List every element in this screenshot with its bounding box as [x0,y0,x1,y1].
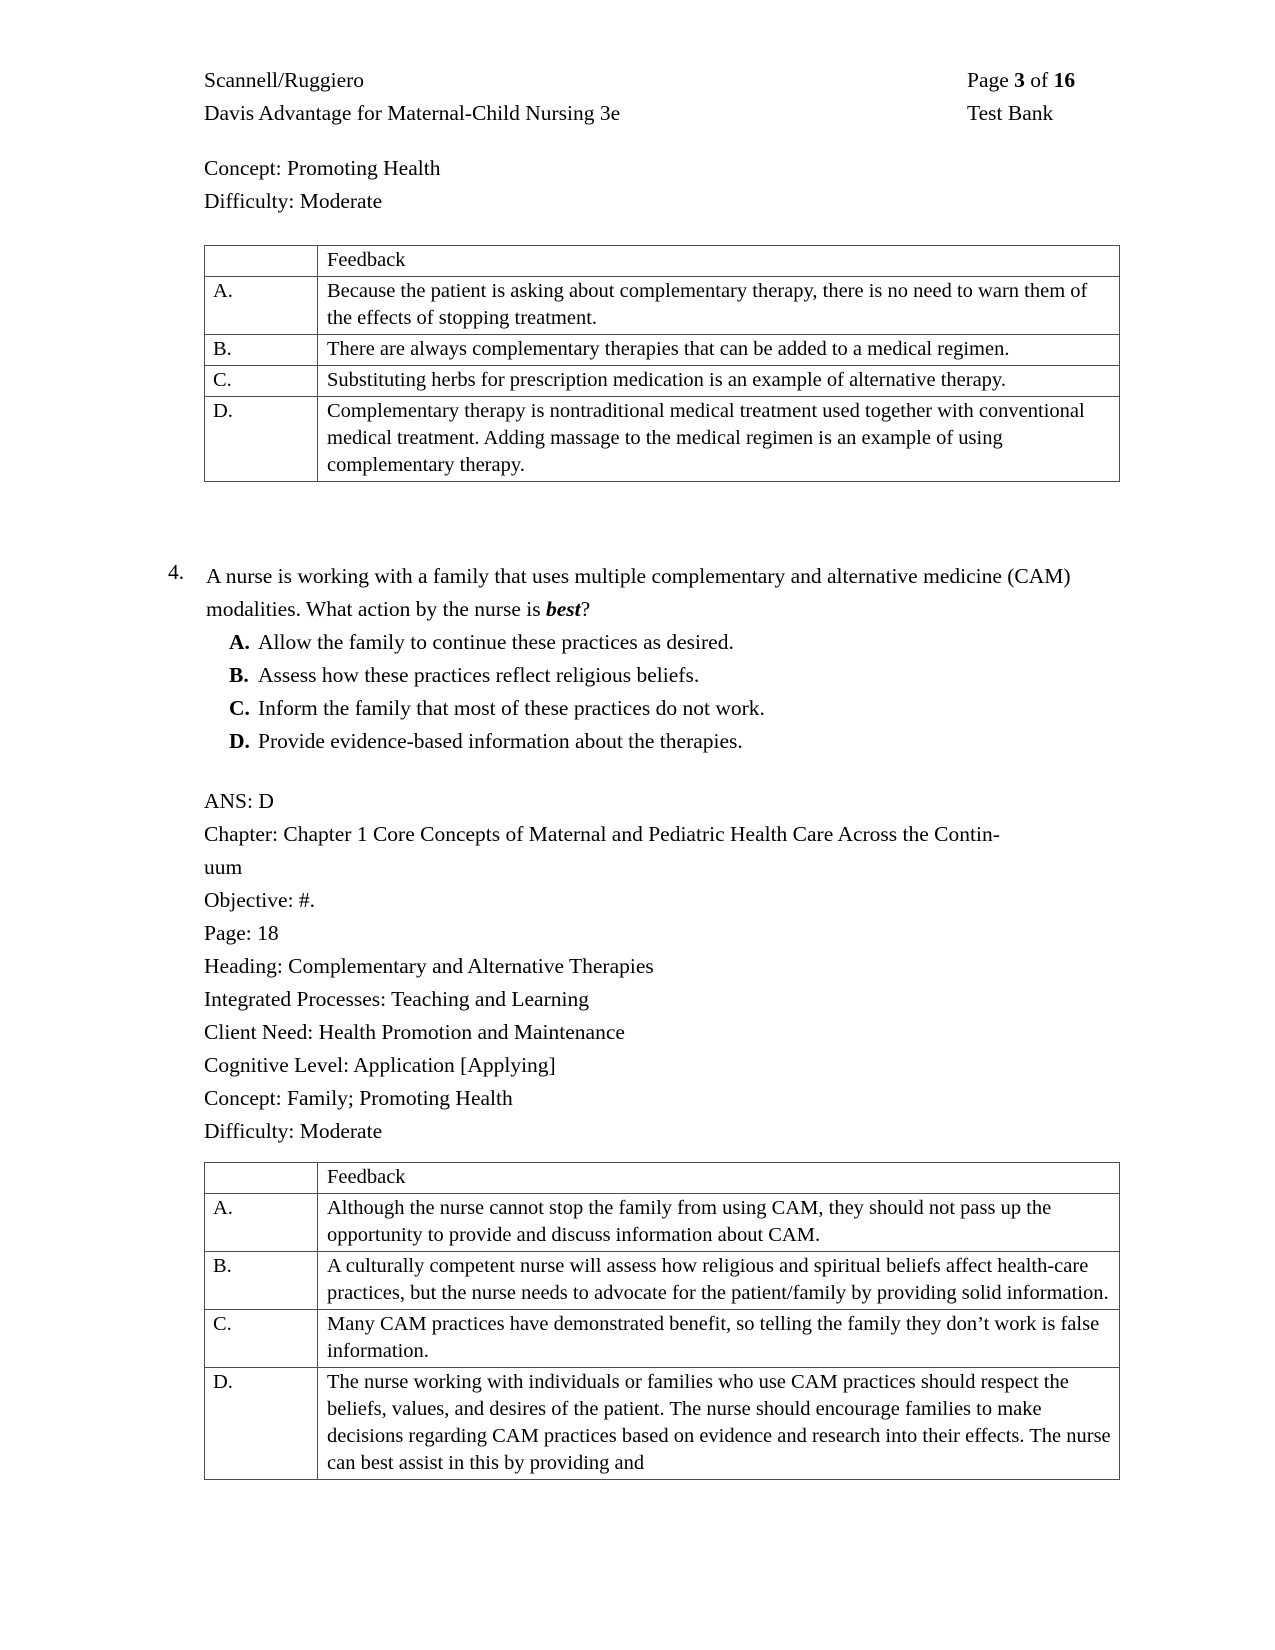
question-options [229,626,1122,758]
feedback-text-cell: Because the patient is asking about complementary therapy, there is no need to warn them of the effects of stopping treatment. [318,277,1120,335]
concept-line: Concept: Promoting Health [204,156,441,180]
feedback-row [205,397,1120,482]
option-letter: D. [229,729,250,753]
feedback-header-row [205,246,1120,277]
option-letter: B. [229,663,249,687]
feedback-letter-cell: B. [205,335,318,366]
option-c [229,692,1122,725]
feedback-row [205,1252,1120,1310]
feedback-text-cell: Many CAM practices have demonstrated benefit, so telling the family they don’t work is false information. [318,1310,1120,1368]
feedback-header-cell: Feedback [318,246,1120,277]
page-of-label: of [1024,68,1054,92]
page-header [204,64,1122,130]
question-stem-text: A nurse is working with a family that uses multiple complementary and alternative medicine (CAM) modalities. What action by the nurse is [206,564,1071,621]
header-doc-type: Test Bank [967,101,1054,125]
objective-line: Objective: #. [204,888,316,912]
cognitive-level-line: Cognitive Level: Application [Applying] [204,1053,556,1077]
feedback-row [205,1368,1120,1480]
feedback-header-letter-cell [205,1163,318,1194]
option-text: Provide evidence-based information about the therapies. [258,729,743,753]
feedback-row [205,335,1120,366]
page-label: Page [967,68,1015,92]
header-right [967,64,1122,130]
feedback-letter-cell: D. [205,397,318,482]
feedback-letter-cell: C. [205,1310,318,1368]
difficulty-line: Difficulty: Moderate [204,189,383,213]
question3-meta [204,152,1122,218]
feedback-text-cell: Complementary therapy is nontraditional medical treatment used together with conventional medical treatment. Adding massage to the medical regimen is an example of using complementary therapy. [318,397,1120,482]
feedback-table-1 [204,245,1120,482]
header-book-title: Davis Advantage for Maternal-Child Nursing 3e [204,101,621,125]
integrated-processes-line: Integrated Processes: Teaching and Learning [204,987,589,1011]
feedback-letter-cell: C. [205,366,318,397]
concept-line: Concept: Family; Promoting Health [204,1086,513,1110]
question-stem-emphasis: best [545,597,581,621]
question-4 [168,560,1122,758]
option-text: Assess how these practices reflect religious beliefs. [258,663,700,687]
option-d [229,725,1122,758]
option-text: Inform the family that most of these practices do not work. [258,696,765,720]
page-number: 3 [1014,68,1025,92]
option-letter: C. [229,696,250,720]
feedback-text-cell: A culturally competent nurse will assess how religious and spiritual beliefs affect health-care practices, but the nurse needs to advocate for the patient/family by providing solid information. [318,1252,1120,1310]
question-stem-suffix: ? [580,597,591,621]
feedback-row [205,277,1120,335]
feedback-letter-cell: D. [205,1368,318,1480]
header-page-indicator [967,64,1122,97]
page-ref-line: Page: 18 [204,921,279,945]
feedback-text-cell: There are always complementary therapies that can be added to a medical regimen. [318,335,1120,366]
header-left [204,64,620,130]
chapter-line: Chapter: Chapter 1 Core Concepts of Maternal and Pediatric Health Care Across the Contin- [204,822,1000,846]
answer-line: ANS: D [204,789,274,813]
page-content [168,64,1122,1480]
option-b [229,659,1122,692]
feedback-header-letter-cell [205,246,318,277]
question-number: 4. [168,560,185,584]
feedback-letter-cell: A. [205,277,318,335]
feedback-header-row [205,1163,1120,1194]
difficulty-line: Difficulty: Moderate [204,1119,383,1143]
client-need-line: Client Need: Health Promotion and Maintenance [204,1020,625,1044]
feedback-row [205,1310,1120,1368]
feedback-row [205,366,1120,397]
header-author: Scannell/Ruggiero [204,68,365,92]
feedback-letter-cell: A. [205,1194,318,1252]
chapter-line-wrap: uum [204,855,243,879]
heading-line: Heading: Complementary and Alternative Therapies [204,954,654,978]
option-letter: A. [229,630,250,654]
feedback-letter-cell: B. [205,1252,318,1310]
feedback-header-cell: Feedback [318,1163,1120,1194]
question-stem [206,560,1122,626]
question4-meta [204,785,1122,1148]
feedback-text-cell: The nurse working with individuals or families who use CAM practices should respect the beliefs, values, and desires of the patient. The nurse should encourage families to make decisions regarding CAM practices based on evidence and research into their effects. The nurse can best assist in this by providing and [318,1368,1120,1480]
option-text: Allow the family to continue these practices as desired. [258,630,734,654]
feedback-text-cell: Although the nurse cannot stop the family from using CAM, they should not pass up the opportunity to provide and discuss information about CAM. [318,1194,1120,1252]
feedback-text-cell: Substituting herbs for prescription medication is an example of alternative therapy. [318,366,1120,397]
feedback-row [205,1194,1120,1252]
page-total: 16 [1053,68,1076,92]
option-a [229,626,1122,659]
feedback-table-2 [204,1162,1120,1480]
